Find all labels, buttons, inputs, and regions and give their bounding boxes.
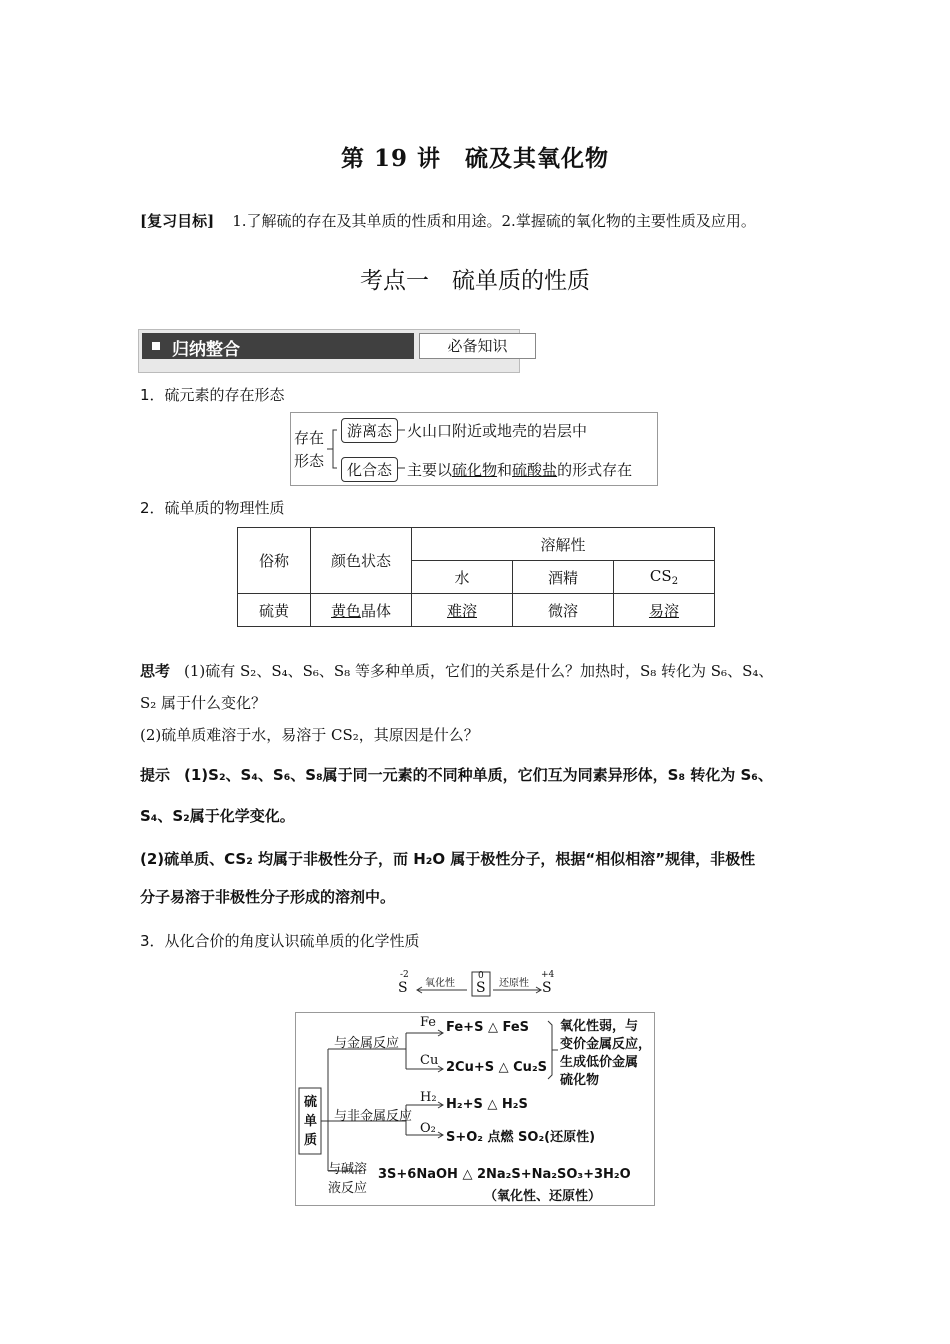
review-goal-text: 1.了解硫的存在及其单质的性质和用途。2.掌握硫的氧化物的主要性质及应用。 bbox=[232, 212, 756, 230]
note-2: 变价金属反应， bbox=[560, 1037, 652, 1052]
eq-fe: Fe+S △ FeS bbox=[446, 1020, 530, 1035]
valence-center-sup: 0 bbox=[478, 971, 484, 981]
combined-sulfide: 硫化物 bbox=[452, 461, 498, 479]
hint-a2b: 分子易溶于非极性分子形成的溶剂中。 bbox=[140, 888, 396, 906]
valence-left-sup: -2 bbox=[400, 970, 409, 980]
think-q1b: S₂ 属于什么变化？ bbox=[140, 694, 267, 712]
section-title: 考点一 硫单质的性质 bbox=[360, 268, 590, 294]
banner-main bbox=[142, 333, 414, 359]
section-banner bbox=[138, 329, 520, 373]
banner-main-label: 归纳整合 bbox=[172, 340, 240, 360]
combined-mid: 和 bbox=[497, 461, 513, 479]
banner-sub-label: 必备知识 bbox=[419, 333, 536, 359]
note-3: 生成低价金属 bbox=[560, 1055, 639, 1070]
hint-a1b: S₄、S₂属于化学变化。 bbox=[140, 807, 295, 825]
valence-left: S bbox=[398, 980, 408, 996]
reaction-diagram bbox=[295, 1012, 655, 1206]
free-state-text: 火山口附近或地壳的岩层中 bbox=[407, 422, 588, 440]
branch-cu: Cu bbox=[420, 1053, 439, 1068]
cell-color-u: 黄色 bbox=[330, 601, 361, 620]
eq-cu: 2Cu+S △ Cu₂S bbox=[446, 1060, 547, 1075]
diagram-root: 硫单质 bbox=[304, 1095, 318, 1148]
header-color: 颜色状态 bbox=[311, 528, 412, 594]
hint-label: 提示 bbox=[140, 766, 171, 784]
eq-base-note: （氧化性、还原性） bbox=[484, 1189, 602, 1204]
branch-base-1: 与碱溶 bbox=[328, 1162, 368, 1177]
valence-reducing: 还原性 bbox=[499, 978, 529, 989]
header-cs2 bbox=[614, 561, 715, 594]
cell-cs2-val: 易溶 bbox=[648, 601, 679, 620]
cell-water-val: 难溶 bbox=[446, 601, 477, 620]
hint-a2: (2)硫单质、CS₂ 均属于非极性分子，而 H₂O 属于极性分子，根据“相似相溶”规律，非极性 bbox=[140, 850, 756, 868]
heading-1: 1．硫元素的存在形态 bbox=[140, 386, 285, 404]
free-state-tag: 游离态 bbox=[341, 418, 398, 443]
valence-right: S bbox=[542, 980, 552, 996]
cs-sub: 2 bbox=[671, 576, 679, 587]
valence-oxidizing: 氧化性 bbox=[425, 978, 455, 989]
valence-right-sup: +4 bbox=[541, 970, 555, 980]
cell-water bbox=[412, 594, 513, 627]
eq-base: 3S+6NaOH △ 2Na₂S+Na₂SO₃+3H₂O bbox=[378, 1167, 631, 1182]
eq-o2: S+O₂ 点燃 SO₂(还原性) bbox=[446, 1130, 596, 1145]
combined-sulfate: 硫酸盐 bbox=[512, 461, 558, 479]
eq-h2: H₂+S △ H₂S bbox=[446, 1097, 528, 1112]
note-4: 硫化物 bbox=[560, 1073, 600, 1088]
branch-o2: O₂ bbox=[420, 1121, 436, 1136]
combined-pre: 主要以 bbox=[407, 461, 453, 479]
header-water: 水 bbox=[412, 561, 513, 594]
review-goal bbox=[140, 210, 756, 231]
branch-base-2: 液反应 bbox=[328, 1181, 368, 1196]
note-1: 氧化性弱，与 bbox=[560, 1019, 639, 1034]
branch-fe: Fe bbox=[420, 1015, 437, 1030]
header-name: 俗称 bbox=[238, 528, 311, 594]
cell-color-rest: 晶体 bbox=[361, 601, 392, 620]
cell-alcohol: 微溶 bbox=[513, 594, 614, 627]
page-title: 第 19 讲 硫及其氧化物 bbox=[340, 145, 610, 172]
combined-state-text bbox=[407, 459, 632, 480]
review-goal-label: [复习目标] bbox=[140, 212, 215, 230]
heading-2: 2．硫单质的物理性质 bbox=[140, 499, 285, 517]
heading-3: 3．从化合价的角度认识硫单质的化学性质 bbox=[140, 932, 420, 950]
physical-properties-table bbox=[237, 527, 715, 627]
think-label: 思考 bbox=[140, 662, 171, 680]
existence-label-1: 存在 bbox=[294, 429, 325, 447]
header-solubility: 溶解性 bbox=[412, 528, 715, 561]
combined-state-tag: 化合态 bbox=[341, 457, 398, 482]
existence-label-2: 形态 bbox=[294, 452, 325, 470]
existence-diagram bbox=[290, 412, 658, 486]
valence-center: S bbox=[476, 980, 486, 996]
branch-metal: 与金属反应 bbox=[334, 1036, 400, 1051]
think-q1-text: (1)硫有 S₂、S₄、S₆、S₈ 等多种单质，它们的关系是什么？加热时，S₈ 转化为 S₆、S₄、 bbox=[184, 662, 774, 680]
think-q2: (2)硫单质难溶于水，易溶于 CS₂，其原因是什么？ bbox=[140, 726, 479, 744]
valence-arrow bbox=[395, 970, 565, 1000]
cell-name: 硫黄 bbox=[238, 594, 311, 627]
cell-cs2 bbox=[614, 594, 715, 627]
cell-color bbox=[311, 594, 412, 627]
header-alcohol: 酒精 bbox=[513, 561, 614, 594]
branch-h2: H₂ bbox=[420, 1090, 437, 1105]
hint-a1-text: (1)S₂、S₄、S₆、S₈属于同一元素的不同种单质，它们互为同素异形体，S₈ 转化为 S₆、 bbox=[184, 766, 773, 784]
hint-a1 bbox=[140, 764, 773, 785]
cs-text: CS bbox=[649, 567, 672, 585]
branch-nonmetal: 与非金属反应 bbox=[334, 1109, 413, 1124]
square-icon bbox=[152, 342, 160, 350]
combined-post: 的形式存在 bbox=[557, 461, 633, 479]
think-q1 bbox=[140, 660, 773, 681]
